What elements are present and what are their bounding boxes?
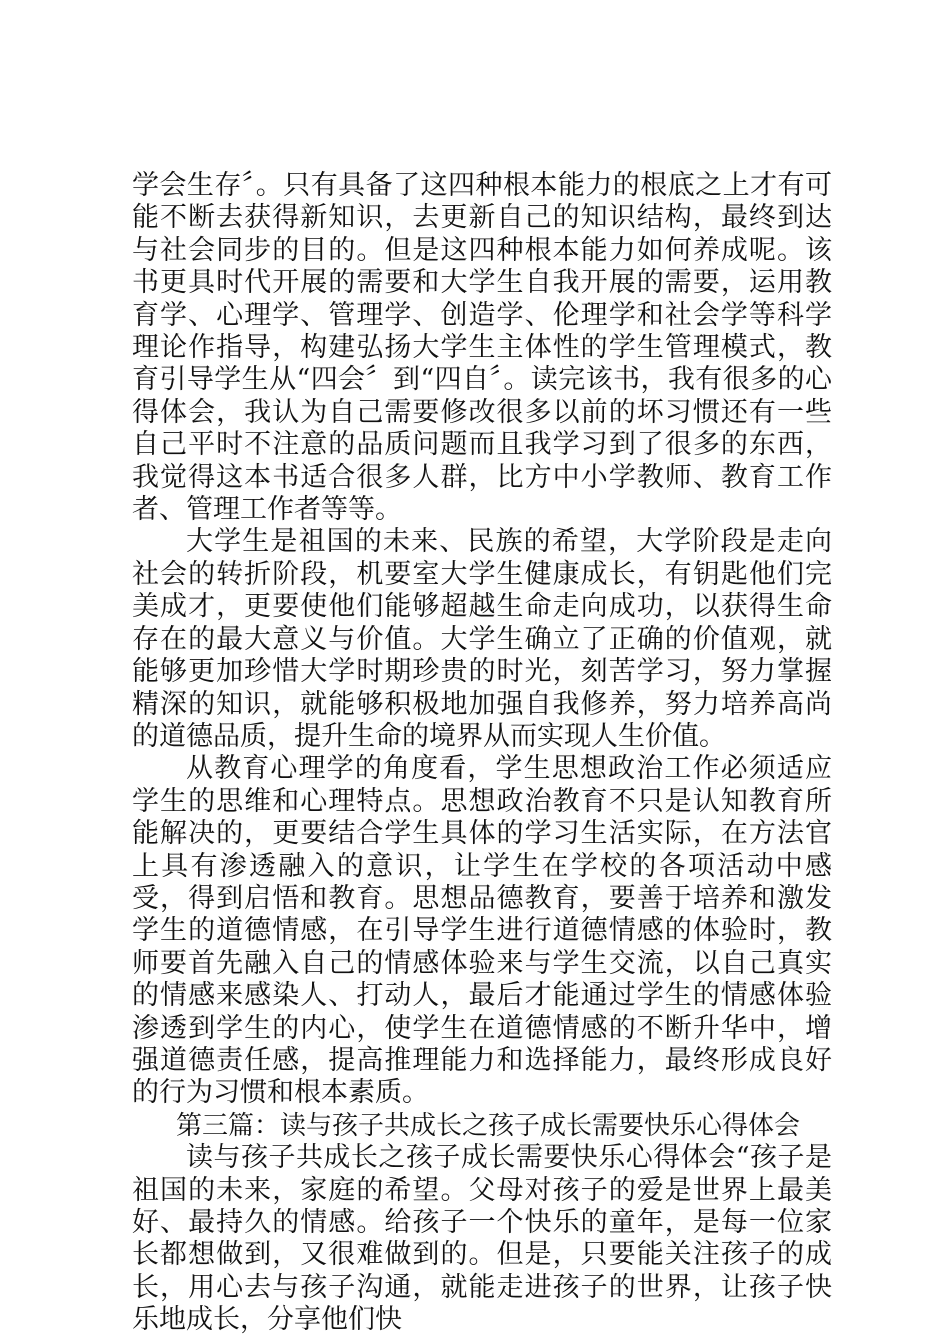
paragraph-university-students: 大学生是祖国的未来、民族的希望，大学阶段是走向社会的转折阶段，机要室大学生健康成长，有钥匙他们完美成才，更要使他们能够超越生命走向成功，以获得生命存在的最大意义与价值。大学生确立了正确的价值观，就能够更加珍惜大学时期珍贵的时光，刻苦学习，努力掌握精深的知识，就能够积极地加强自我修养，努力培养高尚的道德品质，提升生命的境界从而实现人生价值。 [132, 526, 832, 752]
paragraph-education-psychology: 从教育心理学的角度看，学生思想政治工作必须适应学生的思维和心理特点。思想政治教育不只是认知教育所能解决的，更要结合学生具体的学习生活实际，在方法官上具有渗透融入的意识，让学生在学校的各项活动中感受，得到启悟和教育。思想品德教育，要善于培养和激发学生的道德情感，在引导学生进行道德情感的体验时，教师要首先融入自己的情感体验来与学生交流，以自己真实的情感来感染人、打动人，最后才能通过学生的情感体验渗透到学生的内心，使学生在道德情感的不断升华中，增强道德责任感，提高推理能力和选择能力，最终形成良好的行为习惯和根本素质。 [132, 753, 832, 1109]
paragraph-continuation: 学会生存〞。只有具备了这四种根本能力的根底之上才有可能不断去获得新知识，去更新自己的知识结构，最终到达与社会同步的目的。但是这四种根本能力如何养成呢。该书更具时代开展的需要和大学生自我开展的需要，运用教育学、心理学、管理学、创造学、伦理学和社会学等科学理论作指导，构建弘扬大学生主体性的学生管理模式，教育引导学生从“四会〞到“四自〞。读完该书，我有很多的心得体会，我认为自己需要修改很多以前的坏习惯还有一些自己平时不注意的品质问题而且我学习到了很多的东西，我觉得这本书适合很多人群，比方中小学教师、教育工作者、管理工作者等等。 [132, 170, 832, 526]
paragraph-final: 读与孩子共成长之孩子成长需要快乐心得体会“孩子是祖国的未来，家庭的希望。父母对孩子的爱是世界上最美好、最持久的情感。给孩子一个快乐的童年，是每一位家长都想做到，又很难做到的。但是，只要能关注孩子的成长，用心去与孩子沟通，就能走进孩子的世界，让孩子快乐地成长，分享他们快 [132, 1142, 832, 1336]
document-page [132, 170, 832, 1337]
section-heading: 第三篇：读与孩子共成长之孩子成长需要快乐心得体会 [176, 1110, 801, 1141]
